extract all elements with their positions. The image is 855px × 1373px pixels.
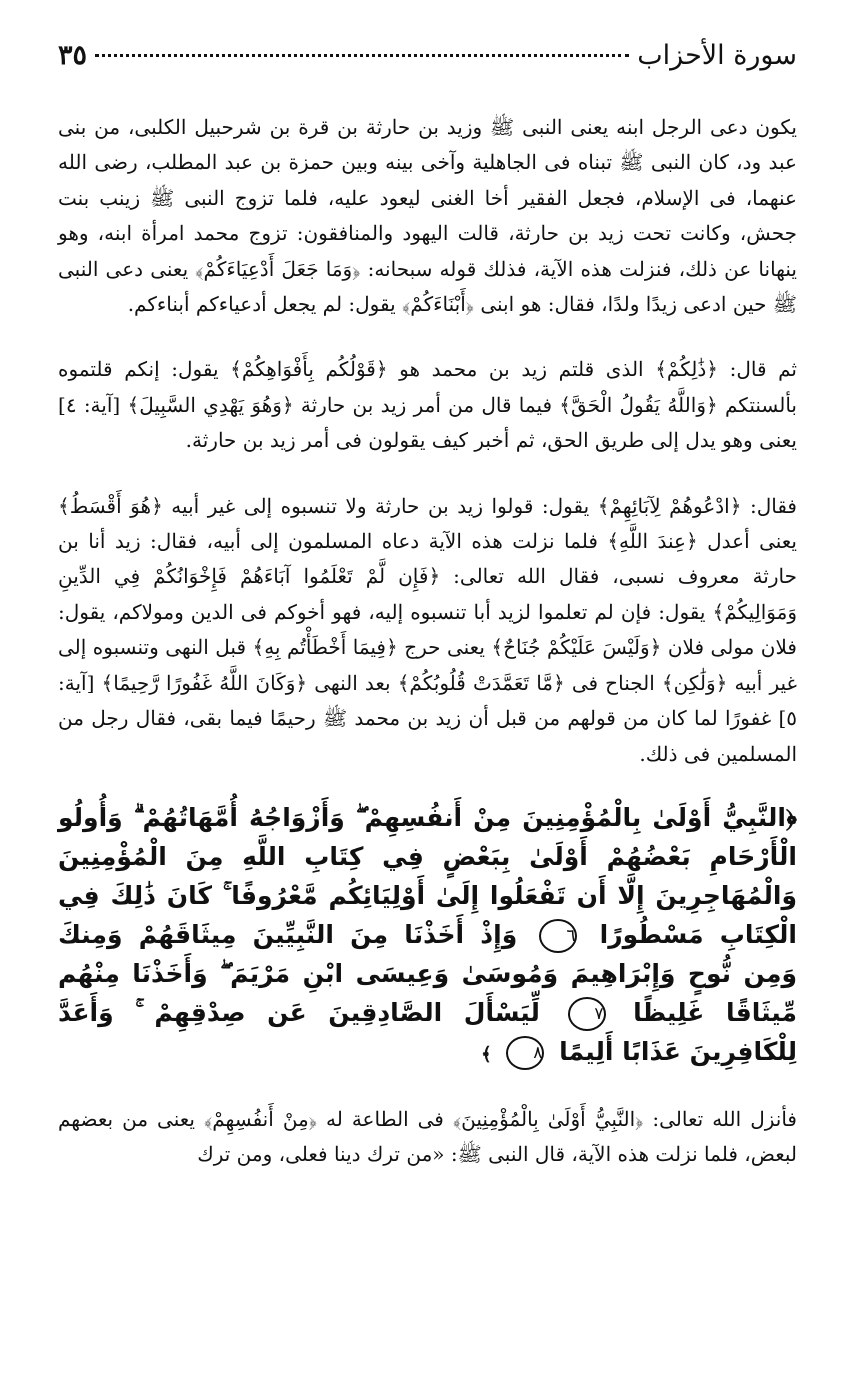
verse-text: ﴿النَّبِيُّ أَوْلَىٰ بِالْمُؤْمِنِينَ مِنْ أَنفُسِهِمْ ۖ وَأَزْوَاجُهُ أُمَّهَاتُهُمْ ۗ وَأُولُو الْأَرْحَامِ بَعْضُهُمْ أَوْلَىٰ بِبَعْضٍ فِي كِتَابِ اللَّهِ مِنَ الْمُؤْمِنِينَ وَالْمُهَاجِرِينَ إِلَّا أَن تَفْعَلُوا إِلَىٰ أَوْلِيَائِكُم مَّعْرُوفًا ۚ كَانَ ذَٰلِكَ فِي الْكِتَابِ مَسْطُورًا (58, 802, 797, 949)
surah-title: سورة الأحزاب (637, 40, 797, 71)
header-dot-leader (95, 54, 629, 57)
commentary-paragraph: ثم قال: ﴿ذَٰلِكُمْ﴾ الذى قلتم زيد بن محمد هو ﴿قَوْلُكُم بِأَفْوَاهِكُمْ﴾ يقول: إنكم قلتموه بألسنتكم ﴿وَاللَّهُ يَقُولُ الْحَقَّ﴾ فيما قال من أمر زيد بن حارثة ﴿وَهُوَ يَهْدِي السَّبِيلَ﴾ [آية: ٤] يعنى وهو يدل إلى طريق الحق، ثم أخبر كيف يقولون فى أمر زيد بن حارثة. (58, 357, 797, 453)
page-number: ٣٥ (58, 40, 88, 71)
verse-number-marker: ٧ (568, 997, 606, 1031)
verse-closing-bracket: ﴾ (481, 1043, 492, 1065)
paragraph-spacer (58, 459, 797, 489)
verse-number-marker: ٦ (539, 919, 577, 953)
commentary-paragraph: فأنزل الله تعالى: ﴿النَّبِيُّ أَوْلَىٰ بِالْمُؤْمِنِينَ﴾ فى الطاعة له ﴿مِنْ أَنفُسِهِمْ﴾ يعنى من بعضهم لبعض، فلما نزلت هذه الآية، قال النبى ﷺ: «من ترك دينا فعلى، ومن ترك (58, 1106, 797, 1167)
verse-number-marker: ٨ (506, 1036, 544, 1070)
quran-verse-block (58, 798, 797, 1074)
commentary-paragraph: يكون دعى الرجل ابنه يعنى النبى ﷺ وزيد بن حارثة بن قرة بن شرحبيل الكلبى، من بنى عبد ود، كان النبى ﷺ تبناه فى الجاهلية وآخى بينه وبين حمزة بن عبد المطلب، رضى الله عنهما، فى الإسلام، فجعل الفقير أخا الغنى ليعود عليه، فلما تزوج النبى ﷺ زينب بنت جحش، وكانت تحت زيد بن حارثة، قالت اليهود والمنافقون: تزوج محمد امرأة ابنه، وهو ينهانا عن ذلك، فنزلت هذه الآية، فذلك قوله سبحانه: ﴿وَمَا جَعَلَ أَدْعِيَاءَكُمْ﴾ يعنى دعى النبى ﷺ حين ادعى زيدًا ولدًا، فقال: هو ابنى ﴿أَبْنَاءَكُمْ﴾ يقول: لم يجعل أدعياءكم أبناءكم. (58, 115, 797, 317)
commentary-paragraph: فقال: ﴿ادْعُوهُمْ لِآبَائِهِمْ﴾ يقول: قولوا زيد بن حارثة ولا تنسبوه إلى غير أبيه ﴿هُوَ أَقْسَطُ﴾ يعنى أعدل ﴿عِندَ اللَّهِ﴾ فلما نزلت هذه الآية دعاه المسلمون إلى أبيه، فقال: زيد أنا بن حارثة معروف نسبى، فقال الله تعالى: ﴿فَإِن لَّمْ تَعْلَمُوا آبَاءَهُمْ فَإِخْوَانُكُمْ فِي الدِّينِ وَمَوَالِيكُمْ﴾ يقول: فإن لم تعلموا لزيد أبا تنسبوه إليه، فهو أخوكم فى الدين ومولاكم، يقول: فلان مولى فلان ﴿وَلَيْسَ عَلَيْكُمْ جُنَاحٌ﴾ يعنى حرج ﴿فِيمَا أَخْطَأْتُم بِهِ﴾ قبل النهى وتنسبوه إلى غير أبيه ﴿وَلَٰكِن﴾ الجناح فى ﴿مَّا تَعَمَّدَتْ قُلُوبُكُمْ﴾ بعد النهى ﴿وَكَانَ اللَّهُ غَفُورًا رَّحِيمًا﴾ [آية: ٥] غفورًا لما كان من قولهم من قبل أن زيد بن محمد ﷺ رحيمًا فيما بقى، فقال رجل من المسلمين فى ذلك. (58, 493, 797, 766)
verse-text: وَإِذْ أَخَذْنَا مِنَ النَّبِيِّينَ مِيثَاقَهُمْ وَمِنكَ وَمِن نُّوحٍ وَإِبْرَاهِيمَ وَمُوسَىٰ وَعِيسَى ابْنِ مَرْيَمَ ۖ وَأَخَذْنَا مِنْهُم مِّيثَاقًا غَلِيظًا (58, 919, 797, 1027)
running-header (58, 40, 797, 84)
paragraph-spacer (58, 322, 797, 352)
verse-text: لِّيَسْأَلَ الصَّادِقِينَ عَن صِدْقِهِمْ ۚ وَأَعَدَّ لِلْكَافِرِينَ عَذَابًا أَلِيمًا (58, 997, 797, 1066)
